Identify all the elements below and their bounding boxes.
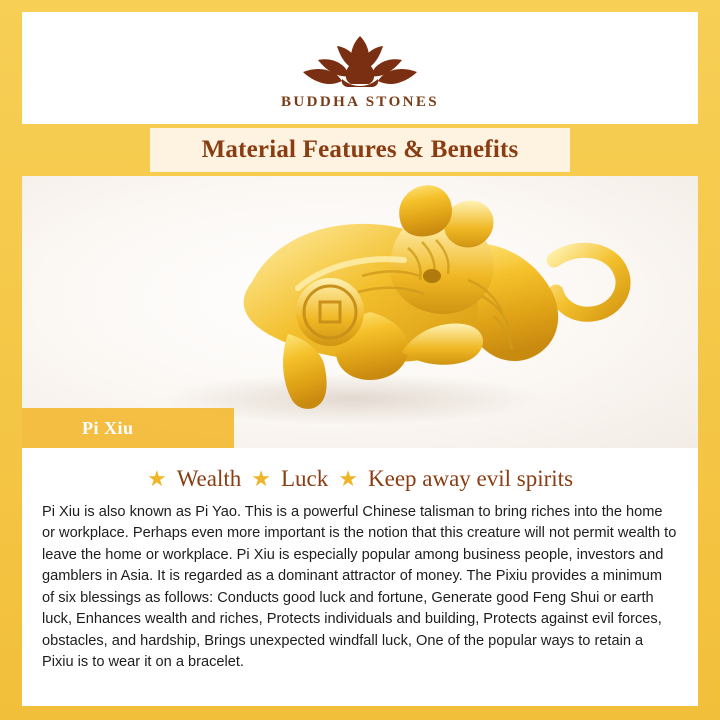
product-caption-tab	[22, 408, 234, 448]
product-image	[22, 176, 698, 448]
description-text: Pi Xiu is also known as Pi Yao. This is a powerful Chinese talisman to bring riches into the home or workplace. Perhaps even more important is the notion that this creature will not permit wealth to leave the home or workplace. Pi Xiu is especially popular among business people, investors and gamblers in Asia. It is regarded as a dominant attractor of money. The Pixiu provides a minimum of six blessings as follows: Conducts good luck and fortune, Generate good Feng Shui or earth luck, Enhances wealth and riches, Protects individuals and building, Protects against evil forces, obstacles, and hardship, Brings unexpected windfall luck, One of the popular ways to retain a Pixiu is to wear it on a bracelet.	[42, 504, 677, 671]
section-title-band	[150, 128, 570, 172]
star-icon: ★	[146, 466, 167, 491]
star-icon: ★	[338, 466, 358, 491]
star-icon: ★	[251, 466, 271, 491]
lotus-meditation-logo-icon	[285, 30, 435, 92]
description-panel	[22, 448, 698, 706]
golden-pixiu-illustration	[102, 184, 642, 434]
page-title: Material Features & Benefits	[201, 136, 519, 163]
product-caption: Pi Xiu	[82, 417, 134, 438]
benefit-wealth: Wealth	[176, 466, 242, 491]
brand-header	[22, 12, 698, 124]
benefit-luck: Luck	[281, 466, 329, 491]
benefit-evil-spirits: Keep away evil spirits	[368, 466, 574, 491]
brand-name: BUDDHA STONES	[280, 94, 440, 110]
benefits-row	[42, 466, 678, 492]
